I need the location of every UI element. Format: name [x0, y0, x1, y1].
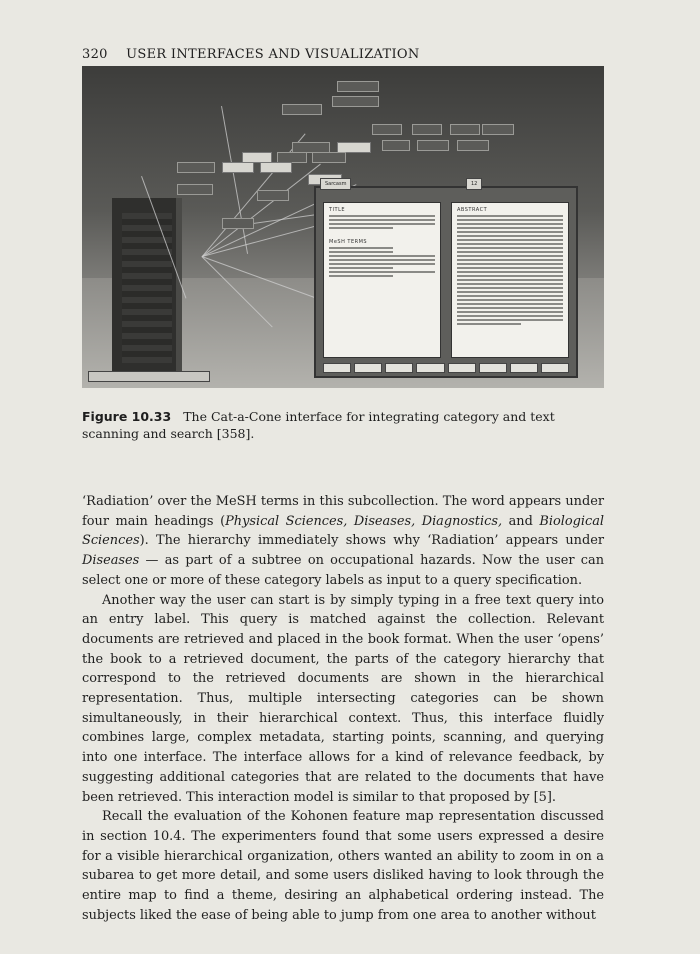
- mesh-term-lines: [329, 247, 435, 277]
- mesh-terms-heading: MeSH TERMS: [329, 239, 368, 245]
- category-node[interactable]: [450, 124, 480, 135]
- cat-a-cone-figure: [82, 66, 604, 388]
- abstract-text-lines: [457, 215, 563, 325]
- right-page-title: ABSTRACT: [457, 207, 488, 213]
- left-page-title: TITLE: [329, 207, 346, 213]
- book-tab[interactable]: 12: [466, 178, 482, 190]
- book-button[interactable]: [354, 363, 382, 373]
- left-page: [323, 202, 441, 358]
- paragraph-2: Another way the user can start is by simply typing in a free text query into an entry label. This query is matched against the collection. Relevant documents are retrieved and placed in the book format. When the user ‘opens’ the book to a retrieved document, the parts of the category hierarchy that correspond to the retrieved documents are shown in the hierarchical representation. Thus, multiple intersecting categories can be shown simultaneously, in their hierarchical context. Thus, this interface fluidly combines large, complex metadata, starting points, scanning, and querying into one interface. The interface allows for a kind of relevance feedback, by suggesting additional categories that are related to the documents that have been retrieved. This interaction model is similar to that proposed by [5].: [82, 592, 604, 805]
- running-header: [82, 47, 420, 62]
- paragraph-1: [82, 492, 604, 591]
- category-node[interactable]: [312, 152, 346, 163]
- category-node[interactable]: [222, 162, 254, 173]
- figure-label: Figure 10.33: [82, 409, 172, 424]
- text-run: ‘Radiation’ over the MeSH terms in this subcollection. The word appears under four main headings (: [82, 494, 604, 529]
- book-button[interactable]: [448, 363, 476, 373]
- category-node[interactable]: [372, 124, 402, 135]
- book-button[interactable]: [416, 363, 444, 373]
- paragraph-3: Recall the evaluation of the Kohonen feature map representation discussed in section 10.4. The experimenters found that some users expressed a desire for a visible hierarchical organization, others wanted an ability to zoom in on a subarea to get more detail, and some users disliked having to look through the entire map to find a theme, desiring an alphabetical ordering instead. The subjects liked the ease of being able to jump from one area to another without: [82, 809, 604, 923]
- title-text-lines: [329, 215, 435, 229]
- category-node[interactable]: [482, 124, 514, 135]
- category-node[interactable]: [457, 140, 489, 151]
- category-node[interactable]: [412, 124, 442, 135]
- figure-caption: [82, 408, 604, 442]
- category-node[interactable]: [260, 162, 292, 173]
- status-bar: [88, 371, 210, 382]
- book-button[interactable]: [323, 363, 351, 373]
- emphasis: Biological Sciences: [82, 513, 605, 549]
- emphasis: Physical Sciences, Diseases, Diagnostics,: [225, 513, 503, 529]
- book-button[interactable]: [510, 363, 538, 373]
- category-node[interactable]: [332, 96, 379, 107]
- category-node[interactable]: [257, 190, 289, 201]
- cone-branch: [202, 164, 321, 257]
- category-node[interactable]: [177, 184, 213, 195]
- category-node[interactable]: [177, 162, 215, 173]
- category-node[interactable]: [337, 81, 379, 92]
- body-text: [82, 492, 604, 925]
- category-node[interactable]: [417, 140, 449, 151]
- book-button[interactable]: [541, 363, 569, 373]
- category-node[interactable]: [222, 218, 254, 229]
- bookshelf: [112, 198, 182, 378]
- text-run: — as part of a subtree on occupational hazards. Now the user can select one or more of these category labels as input to a query specification.: [82, 553, 604, 588]
- book-button[interactable]: [479, 363, 507, 373]
- text-run: and: [502, 513, 540, 529]
- right-page: [451, 202, 569, 358]
- running-title: USER INTERFACES AND VISUALIZATION: [126, 47, 420, 62]
- category-node[interactable]: [382, 140, 410, 151]
- page-number: 320: [82, 47, 108, 62]
- book-view: [314, 181, 578, 378]
- book-button[interactable]: [385, 363, 413, 373]
- text-run: ). The hierarchy immediately shows why ‘Radiation’ appears under: [139, 533, 604, 549]
- emphasis: Diseases: [82, 553, 140, 569]
- book-tab[interactable]: Sarcasm: [320, 178, 351, 190]
- category-node[interactable]: [282, 104, 322, 115]
- book-button-bar: [323, 363, 569, 373]
- figure-caption-text: The Cat-a-Cone interface for integrating category and text scanning and search [358].: [82, 409, 555, 441]
